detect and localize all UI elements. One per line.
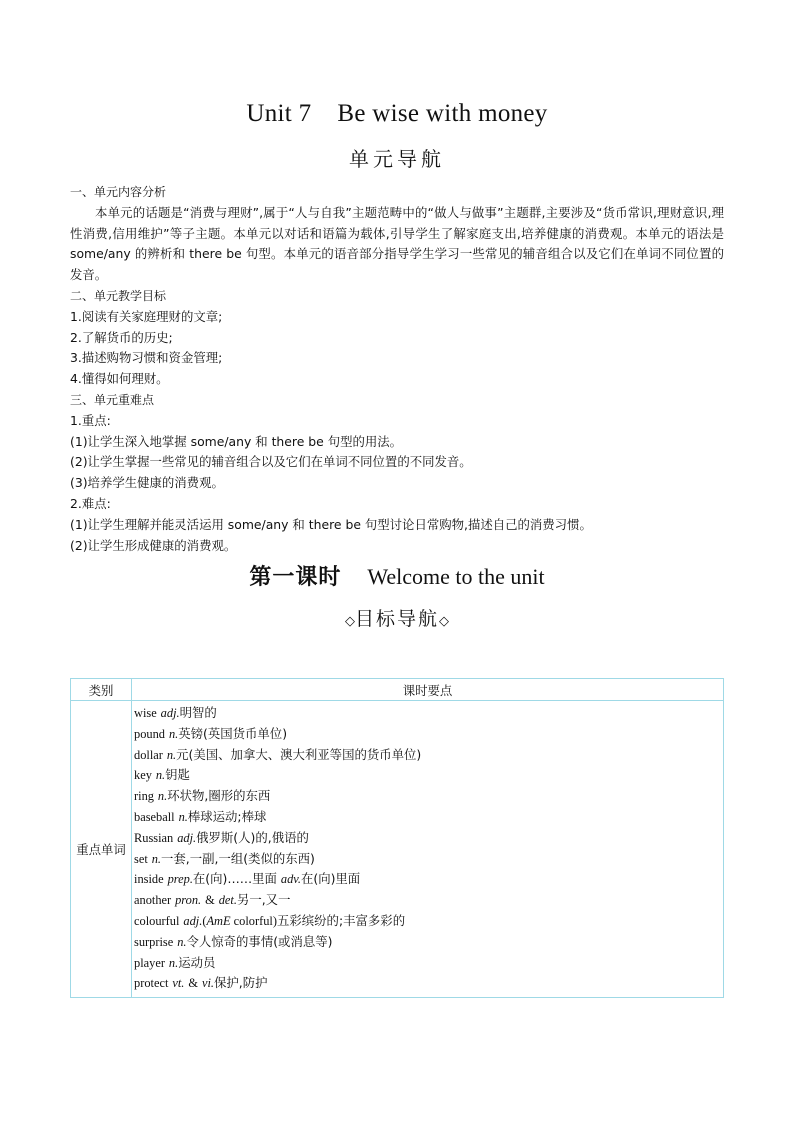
diamond-icon: ◇ bbox=[344, 614, 355, 629]
unit-name: Be wise with money bbox=[337, 100, 548, 127]
table-header-row bbox=[71, 679, 724, 701]
goal-item: 2.了解货币的历史; bbox=[70, 329, 173, 345]
focus-item: (2)让学生掌握一些常见的辅音组合以及它们在单词不同位置的不同发音。 bbox=[70, 454, 472, 470]
lesson-title-cn: 第一课时 bbox=[249, 565, 342, 590]
category-cell: 重点单词 bbox=[71, 701, 132, 998]
difficulty-label: 2.难点: bbox=[70, 495, 111, 511]
word-entry: ring n.环状物,圈形的东西 bbox=[134, 788, 271, 804]
word-entry: inside prep.在(向)……里面 adv.在(向)里面 bbox=[134, 871, 361, 887]
word-entry: wise adj.明智的 bbox=[134, 705, 217, 720]
word-entry: Russian adj.俄罗斯(人)的,俄语的 bbox=[134, 829, 309, 845]
word-entry: baseball n.棒球运动;棒球 bbox=[134, 808, 267, 824]
word-entry: another pron. & det.另一,又一 bbox=[134, 892, 291, 908]
header-category: 类别 bbox=[71, 679, 132, 701]
table-row bbox=[71, 701, 724, 998]
word-list-cell bbox=[132, 701, 724, 998]
unit-overview bbox=[70, 182, 724, 556]
section-heading-teaching-goals: 二、单元教学目标 bbox=[70, 288, 167, 303]
focus-item: (3)培养学生健康的消费观。 bbox=[70, 475, 224, 491]
goal-heading bbox=[0, 604, 794, 631]
word-entry: colourful adj.(AmE colorful)五彩缤纷的;丰富多彩的 bbox=[134, 912, 406, 928]
content-analysis-paragraph: 本单元的话题是“消费与理财”,属于“人与自我”主题范畴中的“做人与做事”主题群,主要涉及“货币常识,理财意识,理性消费,信用维护”等子主题。本单元以对话和语篇为载体,引导学生了解家庭支出,培养健康的消费观。本单元的语法是 some/any 的辨析和 there be 句型。本单元的语音部分指导学生学习一些常见的辅音组合以及它们在单词不同位置的发音。 bbox=[70, 204, 724, 283]
word-entry: dollar n.元(美国、加拿大、澳大利亚等国的货币单位) bbox=[134, 746, 422, 762]
word-entry: pound n.英镑(英国货币单位) bbox=[134, 725, 288, 741]
difficulty-item: (1)让学生理解并能灵活运用 some/any 和 there be 句型讨论日常购物,描述自己的消费习惯。 bbox=[70, 516, 592, 532]
lesson-title-en: Welcome to the unit bbox=[367, 564, 545, 589]
focus-label: 1.重点: bbox=[70, 412, 111, 428]
unit-label: Unit 7 bbox=[246, 100, 312, 127]
word-entry: protect vt. & vi.保护,防护 bbox=[134, 975, 268, 991]
section-heading-key-points: 三、单元重难点 bbox=[70, 392, 155, 407]
difficulty-item: (2)让学生形成健康的消费观。 bbox=[70, 537, 237, 553]
goal-item: 1.阅读有关家庭理财的文章; bbox=[70, 308, 223, 324]
section-heading-content-analysis: 一、单元内容分析 bbox=[70, 185, 167, 199]
goal-item: 3.描述购物习惯和资金管理; bbox=[70, 350, 223, 366]
header-points: 课时要点 bbox=[132, 679, 724, 701]
focus-item: (1)让学生深入地掌握 some/any 和 there be 句型的用法。 bbox=[70, 433, 403, 449]
word-entry: set n.一套,一副,一组(类似的东西) bbox=[134, 850, 315, 866]
goal-heading-text: 目标导航 bbox=[354, 608, 439, 630]
lesson-points-table bbox=[70, 678, 724, 998]
unit-title bbox=[0, 100, 794, 128]
lesson-title bbox=[0, 560, 794, 591]
word-entry: key n.钥匙 bbox=[134, 767, 190, 783]
word-entry: surprise n.令人惊奇的事情(或消息等) bbox=[134, 933, 333, 949]
unit-nav-heading: 单元导航 bbox=[349, 147, 445, 171]
word-entry: player n.运动员 bbox=[134, 954, 216, 970]
goal-item: 4.懂得如何理财。 bbox=[70, 371, 169, 387]
diamond-icon: ◇ bbox=[439, 614, 449, 629]
